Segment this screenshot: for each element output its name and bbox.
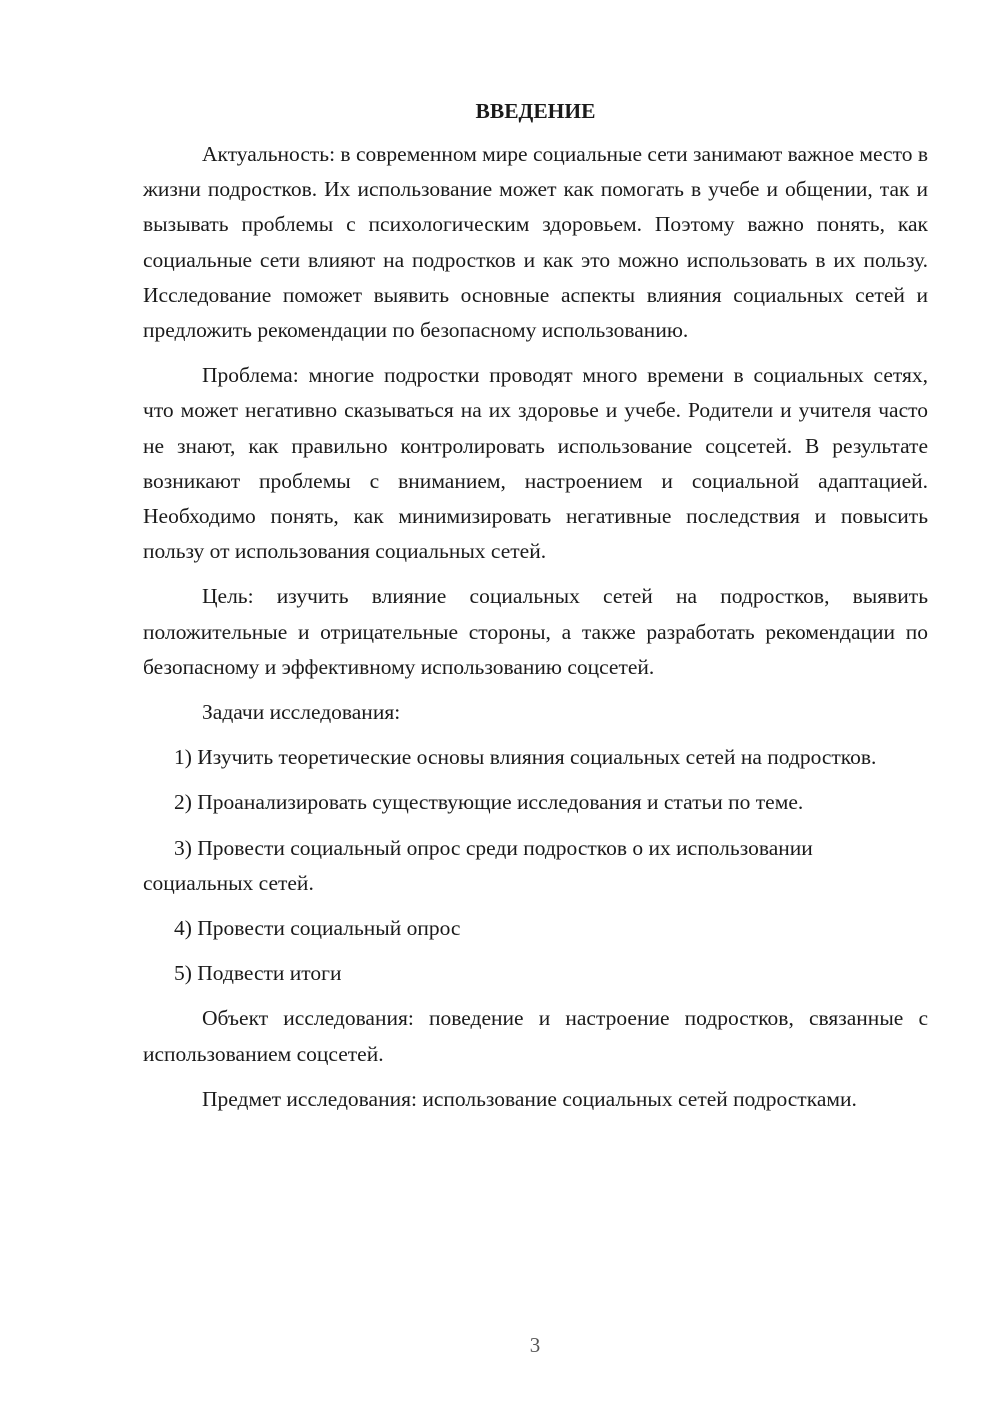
task-item-2: 2) Проанализировать существующие исследования и статьи по теме. xyxy=(174,790,804,815)
paragraph-relevance: Актуальность: в современном мире социальные сети занимают важное место в жизни подростков. Их использование может как помогать в учебе и общении, так и вызывать проблемы с психологическим здоровьем. Поэтому важно понять, как социальные сети влияют на подростков и как это можно использовать в их пользу. Исследование поможет выявить основные аспекты влияния социальных сетей и предложить рекомендации по безопасному использованию. xyxy=(143,142,928,343)
task-item-1: 1) Изучить теоретические основы влияния социальных сетей на подростков. xyxy=(174,745,877,770)
task-item-4: 4) Провести социальный опрос xyxy=(174,916,461,941)
paragraph-subject: Предмет исследования: использование социальных сетей подростками. xyxy=(202,1086,857,1111)
paragraph-object: Объект исследования: поведение и настроение подростков, связанные с использованием соцсетей. xyxy=(143,1006,928,1066)
paragraph-problem: Проблема: многие подростки проводят много времени в социальных сетях, что может негативно сказываться на их здоровье и учебе. Родители и учителя часто не знают, как правильно контролировать использование соцсетей. В результате возникают проблемы с вниманием, настроением и социальной адаптацией. Необходимо понять, как минимизировать негативные последствия и повысить пользу от использования социальных сетей. xyxy=(143,363,928,564)
paragraph-goal: Цель: изучить влияние социальных сетей на подростков, выявить положительные и отрицательные стороны, а также разработать рекомендации по безопасному и эффективному использованию соцсетей. xyxy=(143,584,928,679)
page-title: ВВЕДЕНИЕ xyxy=(475,99,596,123)
tasks-heading: Задачи исследования: xyxy=(202,700,401,725)
task-item-3: 3) Провести социальный опрос среди подростков о их использовании социальных сетей. xyxy=(143,835,813,895)
document-page xyxy=(143,95,928,1127)
page-number: 3 xyxy=(529,1333,541,1357)
task-item-5: 5) Подвести итоги xyxy=(174,961,342,986)
